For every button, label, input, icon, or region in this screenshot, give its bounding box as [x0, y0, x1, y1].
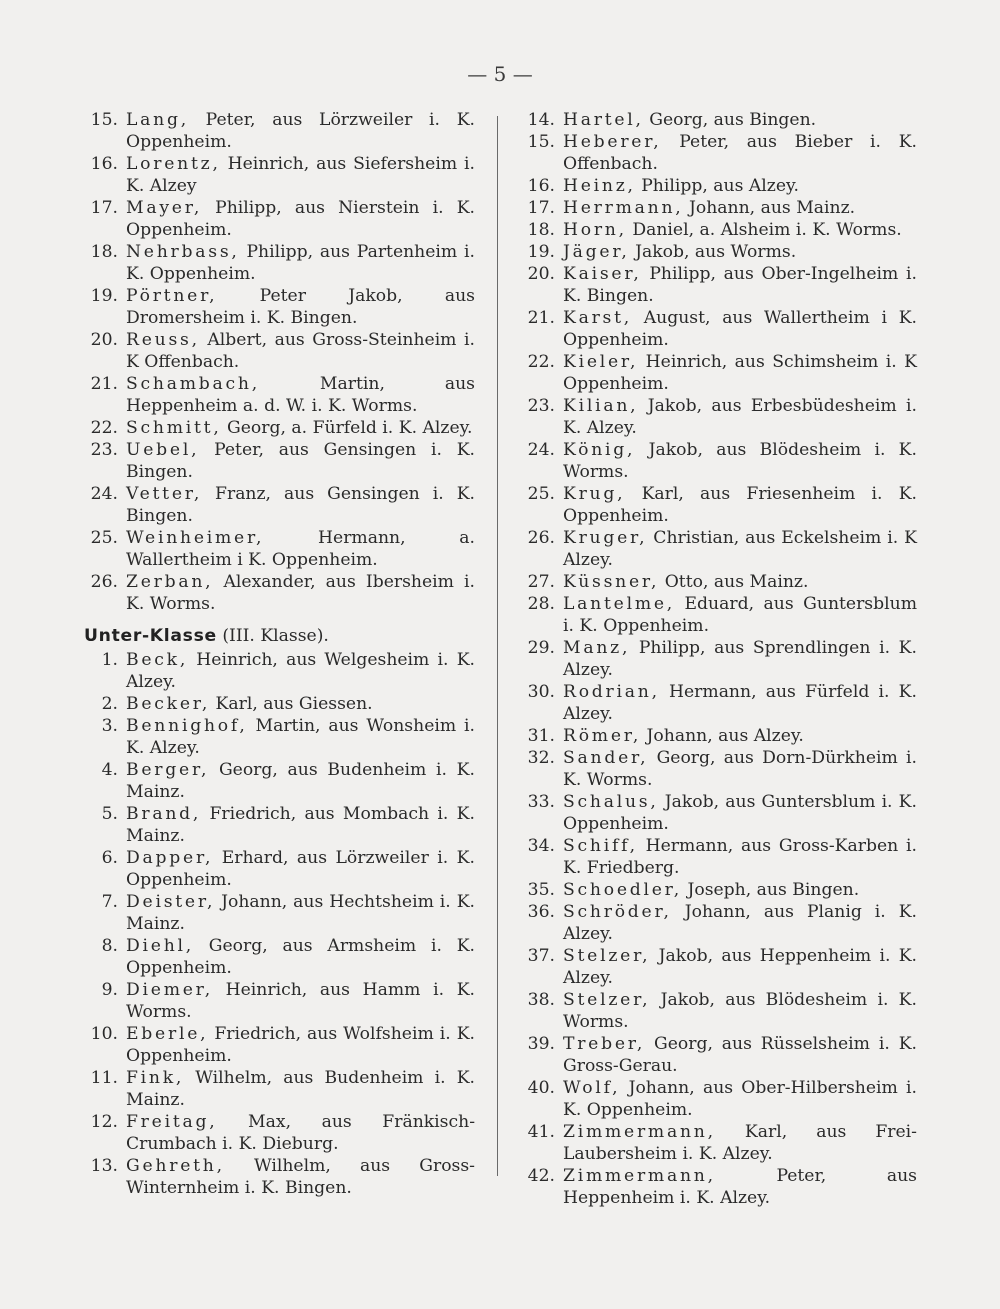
- student-details: Philipp, aus Nierstein i. K. Oppenheim.: [126, 198, 475, 240]
- list-item: [517, 175, 917, 197]
- list-item: [517, 263, 917, 307]
- list-item: [80, 197, 475, 241]
- list-item: [80, 285, 475, 329]
- entry-number: 20.: [90, 330, 118, 350]
- list-item: [80, 483, 475, 527]
- list-item: [517, 637, 917, 681]
- student-surname: Lantelme,: [563, 594, 676, 614]
- entry-number: 17.: [90, 198, 118, 218]
- entry-text: [563, 945, 917, 989]
- student-surname: Diehl,: [126, 936, 194, 956]
- entry-text: [126, 197, 475, 241]
- entry-text: [126, 979, 475, 1023]
- student-details: Alexander, aus Ibersheim i. K. Worms.: [126, 572, 475, 614]
- list-item: [517, 835, 917, 879]
- list-item: [80, 649, 475, 693]
- right-column: [517, 109, 917, 1209]
- list-item: [80, 329, 475, 373]
- student-surname: Diemer,: [126, 980, 213, 1000]
- student-details: Peter, aus Gensingen i. K. Bingen.: [126, 440, 476, 482]
- student-details: Jakob, aus Erbesbüdesheim i. K. Alzey.: [563, 396, 917, 438]
- student-details: Christian, aus Eckelsheim i. K Alzey.: [563, 528, 918, 570]
- entry-text: [126, 439, 475, 483]
- list-item: [517, 747, 917, 791]
- student-surname: Brand,: [126, 804, 202, 824]
- student-surname: Schröder,: [563, 902, 672, 922]
- list-item: [80, 153, 475, 197]
- entry-text: [563, 1033, 917, 1077]
- list-item: [80, 439, 475, 483]
- entry-text: [563, 263, 917, 307]
- student-details: Peter, aus Lörzweiler i. K. Oppenheim.: [126, 110, 475, 152]
- entry-number: 15.: [90, 110, 118, 130]
- list-item: [80, 241, 475, 285]
- student-details: Heinrich, aus Hamm i. K. Worms.: [126, 980, 475, 1022]
- list-item: [517, 879, 917, 901]
- student-details: Johann, aus Alzey.: [646, 726, 804, 746]
- entry-text: [563, 791, 917, 835]
- entry-number: 25.: [527, 484, 555, 504]
- entry-text: [126, 1155, 475, 1199]
- student-surname: Gehreth,: [126, 1156, 225, 1176]
- entry-text: [563, 879, 917, 901]
- entry-text: [126, 329, 475, 373]
- student-details: Heinrich, aus Siefersheim i. K. Alzey: [126, 154, 476, 196]
- student-surname: Pörtner,: [126, 286, 218, 306]
- student-surname: Manz,: [563, 638, 631, 658]
- list-item: [517, 395, 917, 439]
- entry-text: [126, 759, 475, 803]
- entry-number: 17.: [527, 198, 555, 218]
- list-item: [517, 791, 917, 835]
- student-details: Georg, aus Rüsselsheim i. K. Gross-Gerau.: [563, 1034, 917, 1076]
- entry-text: [126, 241, 475, 285]
- entry-text: [563, 197, 917, 219]
- entry-number: 7.: [101, 892, 118, 912]
- student-details: Wilhelm, aus Gross-Winternheim i. K. Bingen.: [126, 1156, 475, 1198]
- entry-text: [126, 153, 475, 197]
- list-item: [517, 1033, 917, 1077]
- student-details: Karl, aus Giessen.: [215, 694, 373, 714]
- entry-text: [563, 681, 917, 725]
- student-details: Georg, aus Armsheim i. K. Oppenheim.: [126, 936, 475, 978]
- list-item: [80, 847, 475, 891]
- student-details: Philipp, aus Ober-Ingelheim i. K. Bingen.: [563, 264, 917, 306]
- entry-number: 8.: [101, 936, 118, 956]
- student-details: Friedrich, aus Mombach i. K. Mainz.: [126, 804, 475, 846]
- entry-number: 28.: [527, 594, 555, 614]
- entry-number: 35.: [527, 880, 555, 900]
- left-column: [80, 109, 475, 1199]
- entry-text: [563, 593, 917, 637]
- entry-number: 25.: [90, 528, 118, 548]
- entry-number: 18.: [90, 242, 118, 262]
- entry-text: [563, 131, 917, 175]
- student-details: Jakob, aus Worms.: [635, 242, 797, 262]
- entry-number: 9.: [101, 980, 118, 1000]
- section-subtitle: (III. Klasse).: [222, 626, 329, 646]
- student-details: Heinrich, aus Schimsheim i. K Oppenheim.: [563, 352, 917, 394]
- student-surname: Kilian,: [563, 396, 639, 416]
- entry-text: [126, 1067, 475, 1111]
- student-surname: Vetter,: [126, 484, 203, 504]
- student-surname: Horn,: [563, 220, 627, 240]
- student-details: Peter Jakob, aus Dromersheim i. K. Bingen.: [126, 286, 475, 328]
- student-details: Max, aus Fränkisch-Crumbach i. K. Dieburg.: [126, 1112, 475, 1154]
- list-item: [80, 803, 475, 847]
- student-surname: Fink,: [126, 1068, 185, 1088]
- entry-text: [563, 307, 917, 351]
- entry-number: 5.: [101, 804, 118, 824]
- list-item: [517, 901, 917, 945]
- entry-number: 41.: [527, 1122, 555, 1142]
- upper-class-list: [80, 109, 475, 615]
- student-details: Jakob, aus Blödesheim i. K. Worms.: [563, 440, 917, 482]
- student-surname: Schambach,: [126, 374, 260, 394]
- student-surname: Heinz,: [563, 176, 636, 196]
- student-details: Philipp, aus Partenheim i. K. Oppenheim.: [126, 242, 475, 284]
- entry-number: 10.: [90, 1024, 118, 1044]
- entry-text: [126, 527, 475, 571]
- entry-text: [563, 527, 917, 571]
- entry-text: [563, 351, 917, 395]
- student-details: Peter, aus Bieber i. K. Offenbach.: [563, 132, 918, 174]
- student-surname: Dapper,: [126, 848, 214, 868]
- student-surname: Römer,: [563, 726, 642, 746]
- entry-number: 21.: [90, 374, 118, 394]
- student-details: Georg, a. Fürfeld i. K. Alzey.: [227, 418, 473, 438]
- student-details: Jakob, aus Heppenheim i. K. Alzey.: [563, 946, 917, 988]
- entry-text: [126, 1111, 475, 1155]
- entry-number: 16.: [527, 176, 555, 196]
- entry-text: [563, 725, 917, 747]
- student-details: Martin, aus Wonsheim i. K. Alzey.: [126, 716, 475, 758]
- student-surname: Schoedler,: [563, 880, 682, 900]
- list-item: [517, 1077, 917, 1121]
- student-surname: Sander,: [563, 748, 649, 768]
- entry-number: 32.: [527, 748, 555, 768]
- list-item: [517, 1121, 917, 1165]
- entry-text: [563, 989, 917, 1033]
- list-item: [517, 527, 917, 571]
- entry-text: [563, 901, 917, 945]
- student-surname: Stelzer,: [563, 946, 651, 966]
- list-item: [517, 197, 917, 219]
- entry-number: 34.: [527, 836, 555, 856]
- entry-text: [126, 285, 475, 329]
- entry-number: 19.: [90, 286, 118, 306]
- student-surname: Heberer,: [563, 132, 662, 152]
- student-surname: Deister,: [126, 892, 216, 912]
- list-item: [80, 1155, 475, 1199]
- student-surname: Berger,: [126, 760, 210, 780]
- student-details: Johann, aus Hechtsheim i. K. Mainz.: [126, 892, 475, 934]
- student-details: Philipp, aus Sprendlingen i. K. Alzey.: [563, 638, 917, 680]
- list-item: [80, 891, 475, 935]
- student-surname: Karst,: [563, 308, 633, 328]
- student-details: Heinrich, aus Welgesheim i. K. Alzey.: [126, 650, 475, 692]
- student-surname: Zerban,: [126, 572, 214, 592]
- student-details: Philipp, aus Alzey.: [641, 176, 799, 196]
- entry-number: 26.: [90, 572, 118, 592]
- list-item: [517, 725, 917, 747]
- student-surname: Nehrbass,: [126, 242, 240, 262]
- student-details: Jakob, aus Blödesheim i. K. Worms.: [563, 990, 917, 1032]
- student-details: Hermann, a. Wallertheim i K. Oppenheim.: [126, 528, 476, 570]
- entry-number: 42.: [527, 1166, 555, 1186]
- entry-text: [126, 1023, 475, 1067]
- entry-number: 21.: [527, 308, 555, 328]
- entry-number: 23.: [527, 396, 555, 416]
- entry-number: 13.: [90, 1156, 118, 1176]
- entry-text: [563, 1165, 917, 1209]
- entry-number: 20.: [527, 264, 555, 284]
- student-details: Hermann, aus Gross-Karben i. K. Friedberg.: [563, 836, 917, 878]
- student-surname: Treber,: [563, 1034, 646, 1054]
- student-details: Wilhelm, aus Budenheim i. K. Mainz.: [126, 1068, 475, 1110]
- student-surname: Schalus,: [563, 792, 659, 812]
- entry-text: [563, 747, 917, 791]
- entry-number: 39.: [527, 1034, 555, 1054]
- entry-number: 23.: [90, 440, 118, 460]
- list-item: [517, 351, 917, 395]
- entry-number: 6.: [101, 848, 118, 868]
- student-surname: Zimmermann,: [563, 1166, 716, 1186]
- entry-text: [126, 483, 475, 527]
- entry-text: [563, 1077, 917, 1121]
- entry-text: [563, 395, 917, 439]
- student-surname: Kruger,: [563, 528, 648, 548]
- list-item: [80, 715, 475, 759]
- list-item: [80, 979, 475, 1023]
- student-details: Otto, aus Mainz.: [664, 572, 809, 592]
- entry-text: [126, 803, 475, 847]
- student-details: Martin, aus Heppenheim a. d. W. i. K. Worms.: [126, 374, 475, 416]
- student-surname: Krug,: [563, 484, 626, 504]
- list-item: [80, 571, 475, 615]
- entry-text: [126, 109, 475, 153]
- student-details: Georg, aus Bingen.: [649, 110, 817, 130]
- entry-text: [126, 847, 475, 891]
- list-item: [517, 219, 917, 241]
- student-surname: Schiff,: [563, 836, 638, 856]
- student-details: Johann, aus Ober-Hilbersheim i. K. Oppenheim.: [563, 1078, 917, 1120]
- page-number: — 5 —: [467, 62, 533, 86]
- list-item: [80, 759, 475, 803]
- entry-text: [126, 693, 475, 715]
- entry-text: [563, 241, 917, 263]
- student-surname: Becker,: [126, 694, 211, 714]
- student-details: Johann, aus Planig i. K. Alzey.: [563, 902, 917, 944]
- entry-number: 29.: [527, 638, 555, 658]
- entry-text: [126, 935, 475, 979]
- list-item: [517, 593, 917, 637]
- entry-text: [563, 571, 917, 593]
- lower-class-list-continued: [517, 109, 917, 1209]
- entry-number: 38.: [527, 990, 555, 1010]
- list-item: [517, 439, 917, 483]
- student-details: Karl, aus Frei-Laubersheim i. K. Alzey.: [563, 1122, 917, 1164]
- list-item: [517, 989, 917, 1033]
- student-details: Hermann, aus Fürfeld i. K. Alzey.: [563, 682, 917, 724]
- entry-number: 31.: [527, 726, 555, 746]
- student-details: Johann, aus Mainz.: [688, 198, 856, 218]
- student-surname: Rodrian,: [563, 682, 660, 702]
- list-item: [80, 1023, 475, 1067]
- student-surname: Lorentz,: [126, 154, 221, 174]
- entry-number: 24.: [527, 440, 555, 460]
- student-surname: Küssner,: [563, 572, 660, 592]
- student-details: Karl, aus Friesenheim i. K. Oppenheim.: [563, 484, 917, 526]
- entry-number: 3.: [101, 716, 118, 736]
- entry-text: [126, 715, 475, 759]
- student-surname: Bennighof,: [126, 716, 248, 736]
- entry-number: 37.: [527, 946, 555, 966]
- list-item: [80, 693, 475, 715]
- list-item: [80, 109, 475, 153]
- student-details: Erhard, aus Lörzweiler i. K. Oppenheim.: [126, 848, 475, 890]
- entry-text: [563, 109, 917, 131]
- column-divider: [497, 116, 498, 1176]
- entry-text: [563, 483, 917, 527]
- entry-number: 19.: [527, 242, 555, 262]
- entry-text: [563, 637, 917, 681]
- entry-number: 16.: [90, 154, 118, 174]
- student-surname: Herrmann,: [563, 198, 684, 218]
- entry-text: [563, 835, 917, 879]
- section-heading: [80, 625, 475, 647]
- entry-number: 40.: [527, 1078, 555, 1098]
- list-item: [80, 935, 475, 979]
- list-item: [517, 1165, 917, 1209]
- student-surname: Reuss,: [126, 330, 200, 350]
- entry-text: [126, 571, 475, 615]
- student-surname: Wolf,: [563, 1078, 621, 1098]
- entry-number: 27.: [527, 572, 555, 592]
- entry-text: [563, 1121, 917, 1165]
- entry-number: 12.: [90, 1112, 118, 1132]
- student-surname: Hartel,: [563, 110, 644, 130]
- student-details: Joseph, aus Bingen.: [687, 880, 860, 900]
- list-item: [517, 241, 917, 263]
- list-item: [517, 307, 917, 351]
- list-item: [80, 527, 475, 571]
- list-item: [517, 131, 917, 175]
- student-surname: Eberle,: [126, 1024, 209, 1044]
- student-details: Eduard, aus Guntersblum i. K. Oppenheim.: [563, 594, 917, 636]
- entry-number: 30.: [527, 682, 555, 702]
- student-details: Peter, aus Heppenheim i. K. Alzey.: [563, 1166, 917, 1208]
- student-details: Jakob, aus Guntersblum i. K. Oppenheim.: [563, 792, 917, 834]
- entry-number: 18.: [527, 220, 555, 240]
- entry-number: 11.: [90, 1068, 118, 1088]
- student-surname: Beck,: [126, 650, 189, 670]
- student-details: Franz, aus Gensingen i. K. Bingen.: [126, 484, 475, 526]
- list-item: [80, 373, 475, 417]
- entry-number: 22.: [527, 352, 555, 372]
- list-item: [80, 1067, 475, 1111]
- list-item: [80, 417, 475, 439]
- entry-text: [126, 649, 475, 693]
- entry-number: 14.: [527, 110, 555, 130]
- list-item: [517, 571, 917, 593]
- list-item: [517, 681, 917, 725]
- student-details: Albert, aus Gross-Steinheim i. K Offenbach.: [126, 330, 475, 372]
- student-surname: Uebel,: [126, 440, 200, 460]
- student-surname: Lang,: [126, 110, 189, 130]
- entry-number: 15.: [527, 132, 555, 152]
- list-item: [517, 109, 917, 131]
- entry-text: [126, 373, 475, 417]
- student-surname: Schmitt,: [126, 418, 222, 438]
- list-item: [517, 945, 917, 989]
- lower-class-list: [80, 649, 475, 1199]
- student-details: Daniel, a. Alsheim i. K. Worms.: [632, 220, 902, 240]
- student-surname: Zimmermann,: [563, 1122, 716, 1142]
- entry-number: 36.: [527, 902, 555, 922]
- student-details: August, aus Wallertheim i K. Oppenheim.: [563, 308, 917, 350]
- list-item: [80, 1111, 475, 1155]
- student-details: Georg, aus Budenheim i. K. Mainz.: [126, 760, 475, 802]
- student-surname: Jäger,: [563, 242, 630, 262]
- student-surname: König,: [563, 440, 636, 460]
- student-surname: Stelzer,: [563, 990, 651, 1010]
- student-surname: Mayer,: [126, 198, 203, 218]
- entry-number: 1.: [101, 650, 118, 670]
- entry-number: 33.: [527, 792, 555, 812]
- entry-number: 26.: [527, 528, 555, 548]
- entry-number: 4.: [101, 760, 118, 780]
- student-details: Friedrich, aus Wolfsheim i. K. Oppenheim.: [126, 1024, 476, 1066]
- entry-text: [126, 417, 475, 439]
- entry-number: 22.: [90, 418, 118, 438]
- entry-text: [563, 219, 917, 241]
- entry-text: [563, 175, 917, 197]
- list-item: [517, 483, 917, 527]
- entry-text: [563, 439, 917, 483]
- student-details: Georg, aus Dorn-Dürkheim i. K. Worms.: [563, 748, 918, 790]
- student-surname: Kieler,: [563, 352, 639, 372]
- student-surname: Weinheimer,: [126, 528, 265, 548]
- entry-number: 24.: [90, 484, 118, 504]
- entry-number: 2.: [101, 694, 118, 714]
- student-surname: Kaiser,: [563, 264, 642, 284]
- entry-text: [126, 891, 475, 935]
- section-title: Unter-Klasse: [84, 626, 217, 646]
- student-surname: Freitag,: [126, 1112, 218, 1132]
